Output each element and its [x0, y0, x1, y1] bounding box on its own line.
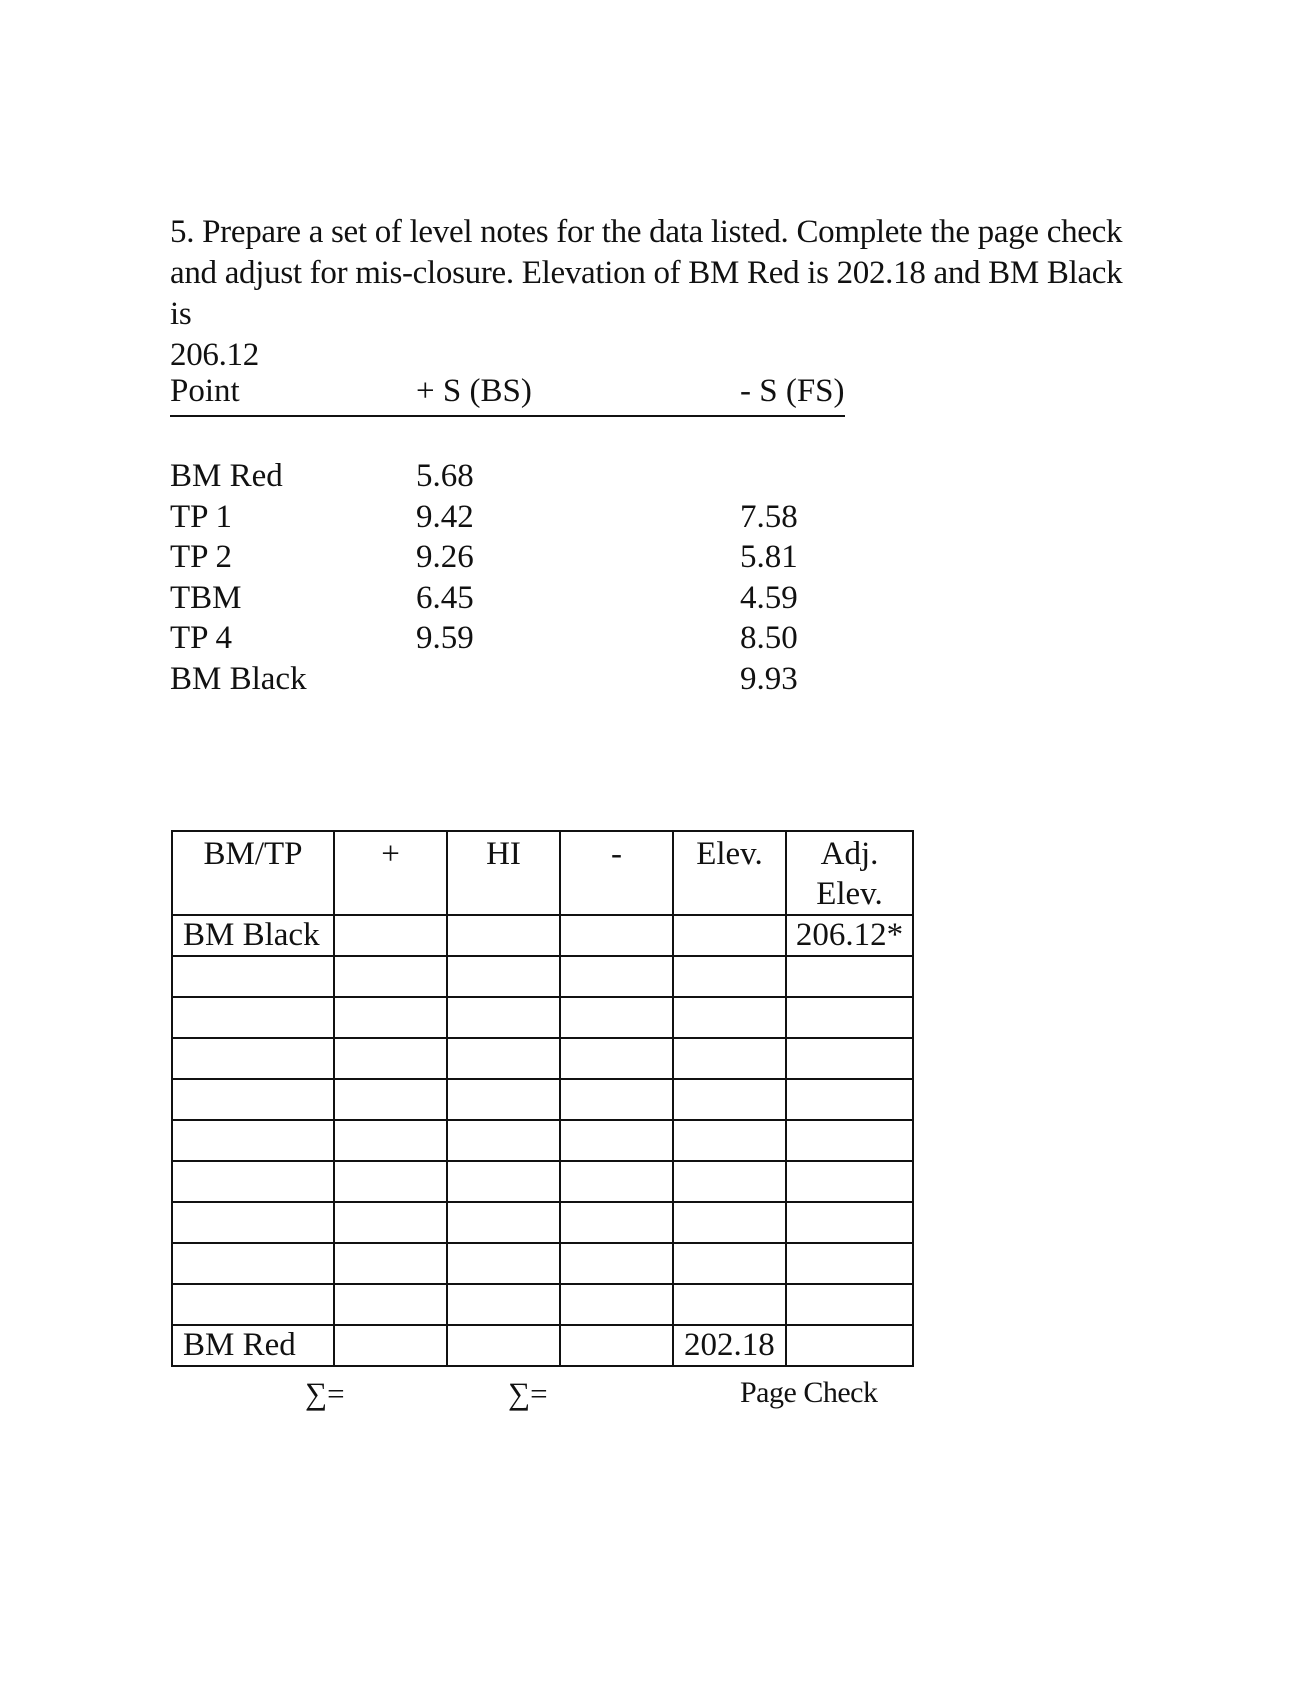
given-bs: 5.68 [416, 458, 474, 494]
problem-statement [170, 212, 1150, 376]
row-bmtp[interactable] [172, 1284, 334, 1325]
given-point: TP 2 [170, 539, 233, 575]
table-row [172, 1243, 913, 1284]
table-row [172, 997, 913, 1038]
row-bmtp[interactable] [172, 1161, 334, 1202]
row-hi[interactable] [447, 1120, 560, 1161]
given-fs: 8.50 [740, 620, 798, 656]
row-minus[interactable] [560, 915, 673, 956]
row-plus[interactable] [334, 1243, 447, 1284]
given-point: BM Black [170, 660, 307, 697]
row-elev[interactable] [673, 1202, 786, 1243]
col-adj-elev [786, 831, 913, 915]
row-elev: 202.18 [673, 1325, 786, 1366]
notes-header-row [172, 831, 913, 915]
row-minus[interactable] [560, 1120, 673, 1161]
given-data-list [170, 458, 845, 701]
row-minus[interactable] [560, 1243, 673, 1284]
col-plus: + [334, 831, 447, 915]
col-adj-line2: Elev. [816, 876, 883, 912]
row-plus[interactable] [334, 1120, 447, 1161]
row-plus[interactable] [334, 915, 447, 956]
given-row [170, 661, 845, 702]
col-hi: HI [447, 831, 560, 915]
row-hi[interactable] [447, 1243, 560, 1284]
row-hi[interactable] [447, 1325, 560, 1366]
row-elev[interactable] [673, 997, 786, 1038]
given-bs: 9.42 [416, 498, 474, 535]
given-point: TBM [170, 579, 242, 616]
row-hi[interactable] [447, 1079, 560, 1120]
col-minus: - [560, 831, 673, 915]
sum-foresight-label: ∑= [508, 1376, 548, 1411]
given-row [170, 620, 845, 661]
row-adj-elev[interactable] [786, 1284, 913, 1325]
header-point: Point [170, 373, 240, 409]
row-minus[interactable] [560, 956, 673, 997]
row-minus[interactable] [560, 1038, 673, 1079]
row-minus[interactable] [560, 1079, 673, 1120]
table-row [172, 915, 913, 956]
table-row [172, 1079, 913, 1120]
row-bmtp[interactable] [172, 956, 334, 997]
row-elev[interactable] [673, 915, 786, 956]
table-row [172, 1038, 913, 1079]
row-adj-elev[interactable] [786, 1038, 913, 1079]
given-fs: 4.59 [740, 579, 798, 616]
problem-line-2: and adjust for mis-closure. Elevation of BM Red is 202.18 and BM Black is [170, 255, 1123, 332]
row-bmtp[interactable] [172, 1079, 334, 1120]
given-bs: 9.59 [416, 620, 474, 656]
given-point: TP 1 [170, 498, 233, 535]
given-fs: 5.81 [740, 539, 798, 575]
table-row [172, 1284, 913, 1325]
given-row [170, 499, 845, 540]
row-elev[interactable] [673, 956, 786, 997]
row-plus[interactable] [334, 1284, 447, 1325]
table-row [172, 1202, 913, 1243]
row-hi[interactable] [447, 997, 560, 1038]
row-bmtp[interactable] [172, 1243, 334, 1284]
header-backsight: + S (BS) [416, 373, 532, 409]
row-adj-elev[interactable] [786, 1325, 913, 1366]
row-bmtp[interactable] [172, 997, 334, 1038]
row-plus[interactable] [334, 1202, 447, 1243]
row-elev[interactable] [673, 1243, 786, 1284]
col-bmtp: BM/TP [172, 831, 334, 915]
row-bmtp: BM Red [172, 1325, 334, 1366]
row-adj-elev[interactable] [786, 1079, 913, 1120]
row-minus[interactable] [560, 1284, 673, 1325]
row-plus[interactable] [334, 1161, 447, 1202]
row-hi[interactable] [447, 915, 560, 956]
given-data-header [170, 373, 845, 417]
given-bs: 6.45 [416, 579, 474, 616]
page-check-label: Page Check [740, 1376, 878, 1409]
col-adj-line1: Adj. [820, 836, 879, 872]
row-bmtp[interactable] [172, 1202, 334, 1243]
col-elev: Elev. [673, 831, 786, 915]
row-elev[interactable] [673, 1284, 786, 1325]
row-bmtp[interactable] [172, 1120, 334, 1161]
row-minus[interactable] [560, 997, 673, 1038]
table-row [172, 956, 913, 997]
sum-backsight-label: ∑= [305, 1376, 345, 1411]
row-adj-elev[interactable] [786, 1120, 913, 1161]
given-bs: 9.26 [416, 539, 474, 575]
row-adj-elev[interactable] [786, 956, 913, 997]
row-bmtp: BM Black [172, 915, 334, 956]
problem-line-3: 206.12 [170, 337, 259, 373]
table-row [172, 1120, 913, 1161]
row-minus[interactable] [560, 1325, 673, 1366]
row-minus[interactable] [560, 1161, 673, 1202]
row-plus[interactable] [334, 1079, 447, 1120]
row-plus[interactable] [334, 956, 447, 997]
row-adj-elev[interactable] [786, 997, 913, 1038]
row-elev[interactable] [673, 1120, 786, 1161]
row-adj-elev: 206.12* [786, 915, 913, 956]
row-hi[interactable] [447, 1284, 560, 1325]
given-point: TP 4 [170, 620, 233, 656]
level-notes-table [171, 830, 914, 1367]
row-hi[interactable] [447, 1038, 560, 1079]
row-hi[interactable] [447, 956, 560, 997]
row-plus[interactable] [334, 997, 447, 1038]
row-adj-elev[interactable] [786, 1161, 913, 1202]
row-adj-elev[interactable] [786, 1202, 913, 1243]
row-hi[interactable] [447, 1202, 560, 1243]
given-fs: 9.93 [740, 660, 798, 697]
given-row [170, 458, 845, 499]
row-adj-elev[interactable] [786, 1243, 913, 1284]
row-bmtp[interactable] [172, 1038, 334, 1079]
given-row [170, 539, 845, 580]
row-elev[interactable] [673, 1038, 786, 1079]
given-row [170, 580, 845, 621]
row-elev[interactable] [673, 1079, 786, 1120]
row-plus[interactable] [334, 1325, 447, 1366]
table-row [172, 1161, 913, 1202]
table-row [172, 1325, 913, 1366]
header-foresight: - S (FS) [740, 373, 845, 409]
row-plus[interactable] [334, 1038, 447, 1079]
problem-line-1: 5. Prepare a set of level notes for the data listed. Complete the page check [170, 214, 1123, 250]
given-fs: 7.58 [740, 498, 798, 535]
row-minus[interactable] [560, 1202, 673, 1243]
row-elev[interactable] [673, 1161, 786, 1202]
row-hi[interactable] [447, 1161, 560, 1202]
given-point: BM Red [170, 458, 283, 494]
